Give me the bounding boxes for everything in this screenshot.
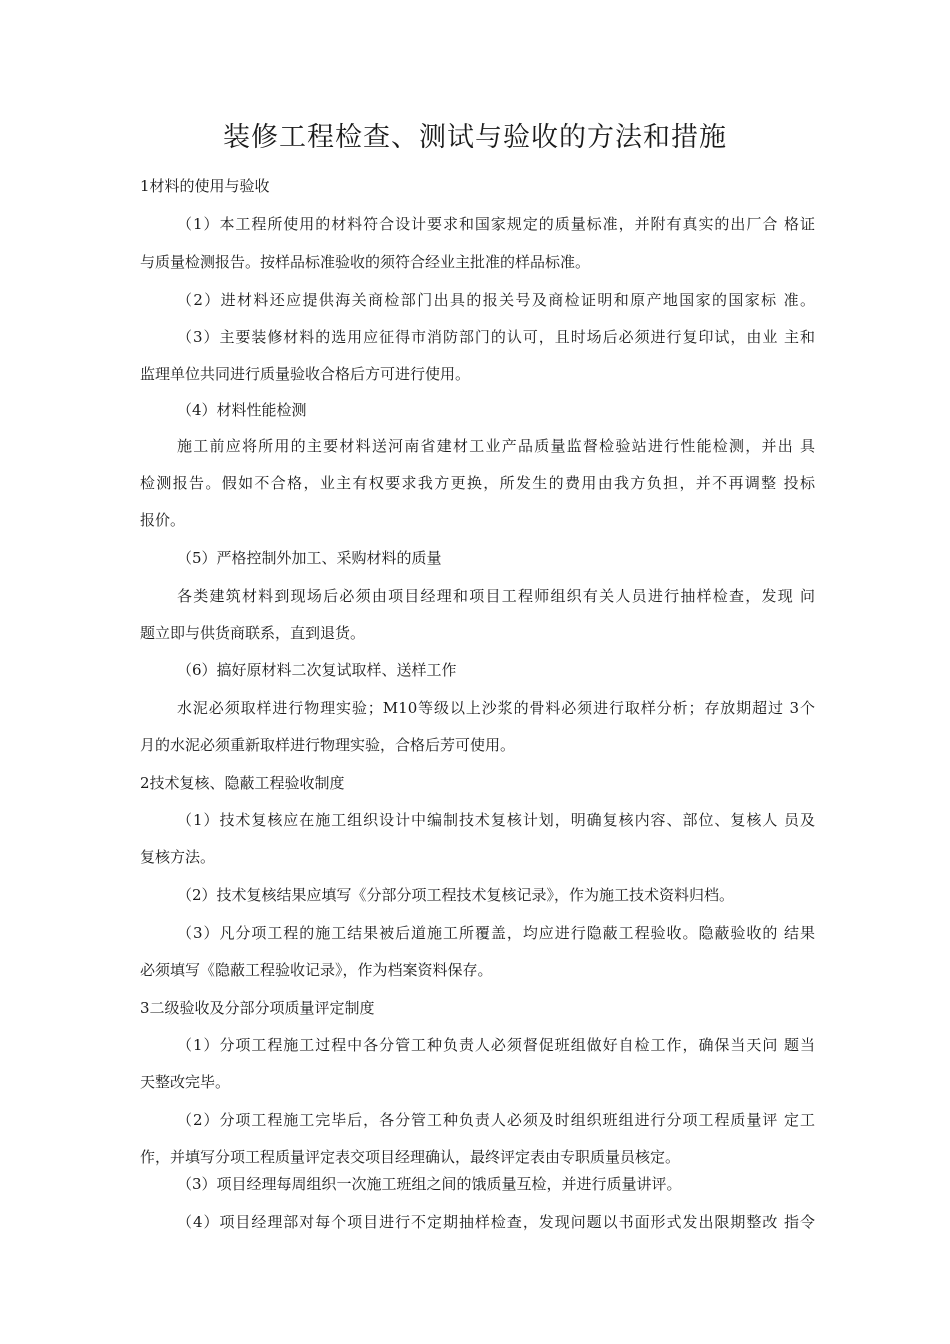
paragraph-line: 水泥必须取样进行物理实验；M10等级以上沙浆的骨料必须进行取样分析；存放期超过 3个: [177, 699, 815, 717]
paragraph-line: 检测报告。假如不合格，业主有权要求我方更换，所发生的费用由我方负担，并不再调整 投标: [140, 474, 815, 492]
paragraph-line: 施工前应将所用的主要材料送河南省建材工业产品质量监督检验站进行性能检测，并出 具: [177, 437, 815, 455]
paragraph-line: （1）分项工程施工过程中各分管工种负责人必须督促班组做好自检工作，确保当天问 题当: [177, 1036, 815, 1054]
paragraph-line: 题立即与供货商联系，直到退货。: [140, 624, 366, 642]
paragraph-line: （1）本工程所使用的材料符合设计要求和国家规定的质量标准，并附有真实的出厂合 格证: [177, 215, 815, 233]
paragraph-line: 各类建筑材料到现场后必须由项目经理和项目工程师组织有关人员进行抽样检查，发现 问: [177, 587, 815, 605]
paragraph-line: （3）主要装修材料的选用应征得市消防部门的认可，且时场后必须进行复印试，由业 主和: [177, 328, 815, 346]
paragraph-line: 必须填写《隐蔽工程验收记录》，作为档案资料保存。: [140, 961, 493, 979]
section-heading: 2技术复核、隐蔽工程验收制度: [140, 774, 345, 792]
paragraph-line: （2）进材料还应提供海关商检部门出具的报关号及商检证明和原产地国家的国家标 准。: [177, 291, 815, 309]
paragraph-line: 与质量检测报告。按样品标准验收的须符合经业主批准的样品标准。: [140, 253, 591, 271]
page-title: 装修工程检查、测试与验收的方法和措施: [223, 122, 727, 153]
paragraph-line: （2）技术复核结果应填写《分部分项工程技术复核记录》，作为施工技术资料归档。: [177, 886, 735, 904]
subheading-line: （5）严格控制外加工、采购材料的质量: [177, 549, 442, 567]
paragraph-line: 复核方法。: [140, 848, 216, 866]
paragraph-line: 作，并填写分项工程质量评定表交项目经理确认，最终评定表由专职质量员核定。: [140, 1148, 681, 1166]
section-heading: 3二级验收及分部分项质量评定制度: [140, 999, 375, 1017]
paragraph-line: 报价。: [140, 511, 186, 529]
paragraph-line: 监理单位共同进行质量验收合格后方可进行使用。: [140, 365, 471, 383]
paragraph-line: 天整改完毕。: [140, 1073, 231, 1091]
paragraph-line: （3）凡分项工程的施工结果被后道施工所覆盖，均应进行隐蔽工程验收。隐蔽验收的 结果: [177, 924, 815, 942]
paragraph-line: （3）项目经理每周组织一次施工班组之间的饿质量互检，并进行质量讲评。: [177, 1175, 682, 1193]
subheading-line: （4）材料性能检测: [177, 401, 307, 419]
section-heading: 1材料的使用与验收: [140, 177, 270, 195]
paragraph-line: （4）项目经理部对每个项目进行不定期抽样检查，发现问题以书面形式发出限期整改 指令: [177, 1213, 815, 1231]
paragraph-line: 月的水泥必须重新取样进行物理实验，合格后芳可使用。: [140, 736, 516, 754]
subheading-line: （6）搞好原材料二次复试取样、送样工作: [177, 661, 457, 679]
paragraph-line: （1）技术复核应在施工组织设计中编制技术复核计划，明确复核内容、部位、复核人 员及: [177, 811, 815, 829]
paragraph-line: （2）分项工程施工完毕后，各分管工种负责人必须及时组织班组进行分项工程质量评 定工: [177, 1111, 815, 1129]
